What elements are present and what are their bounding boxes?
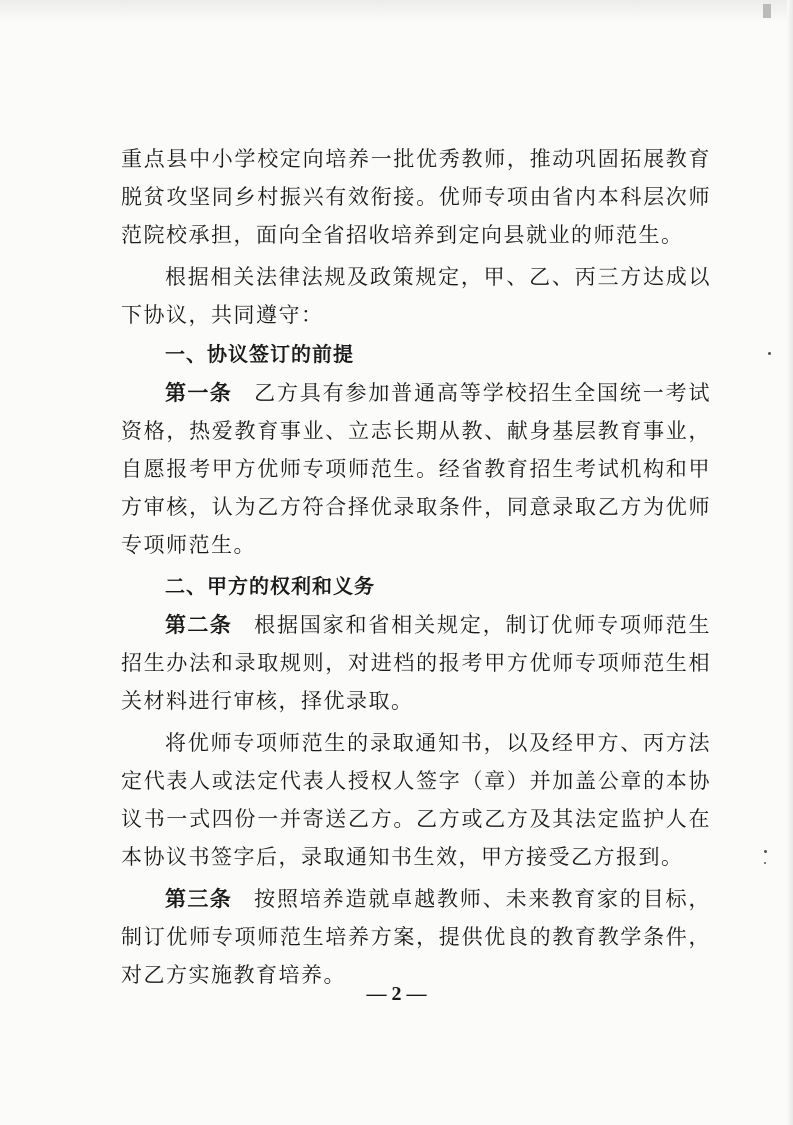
article-2-label: 第二条 <box>165 613 233 637</box>
article-3-label: 第三条 <box>165 887 233 911</box>
document-body <box>121 140 711 994</box>
section-heading-2: 二、甲方的权利和义务 <box>165 574 375 598</box>
scan-mark <box>763 4 771 18</box>
article-1-label: 第一条 <box>165 381 233 405</box>
paragraph-agreement-basis: 根据相关法律法规及政策规定，甲、乙、丙三方达成以下协议，共同遵守： <box>121 265 711 327</box>
section-heading-1: 一、协议签订的前提 <box>165 342 354 366</box>
article-1-text: 乙方具有参加普通高等学校招生全国统一考试资格，热爱教育事业、立志长期从教、献身基层教育事业，自愿报考甲方优师专项师范生。经省教育招生考试机构和甲方审核，认为乙方符合择优录取条件，同意录取乙方为优师专项师范生。 <box>121 381 712 557</box>
page-number: — 2 — <box>366 983 427 1005</box>
article-2-continuation: 将优师专项师范生的录取通知书，以及经甲方、丙方法定代表人或法定代表人授权人签字（章）并加盖公章的本协议书一式四份一并寄送乙方。乙方或乙方及其法定监护人在本协议书签字后，录取通知书生效，甲方接受乙方报到。 <box>121 731 711 869</box>
article-2-text: 根据国家和省相关规定，制订优师专项师范生招生办法和录取规则，对进档的报考甲方优师专项师范生相关材料进行审核，择优录取。 <box>121 613 712 713</box>
article-2 <box>121 606 711 720</box>
scan-dot <box>764 862 766 864</box>
article-1 <box>121 374 711 564</box>
page-right-edge <box>787 0 793 1125</box>
article-3-text: 按照培养造就卓越教师、未来教育家的目标，制订优师专项师范生培养方案，提供优良的教育教学条件，对乙方实施教育培养。 <box>121 887 712 987</box>
scan-dot <box>768 352 771 355</box>
article-3 <box>121 880 711 994</box>
paragraph-intro-continued: 重点县中小学校定向培养一批优秀教师，推动巩固拓展教育脱贫攻坚同乡村振兴有效衔接。优师专项由省内本科层次师范院校承担，面向全省招收培养到定向县就业的师范生。 <box>121 147 711 247</box>
page-top-edge <box>0 0 793 22</box>
scan-dot <box>764 850 767 853</box>
